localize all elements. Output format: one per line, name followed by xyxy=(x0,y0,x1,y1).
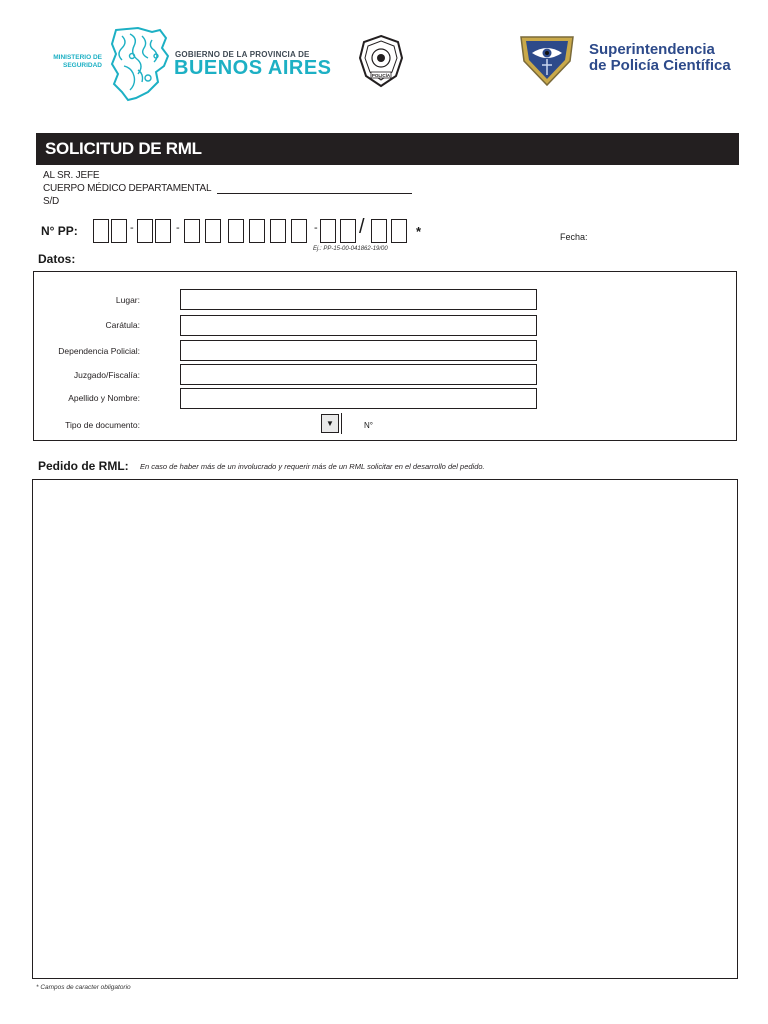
fecha-label: Fecha: xyxy=(560,232,588,242)
npp-char-box[interactable] xyxy=(340,219,356,243)
ministerio-logo-text xyxy=(38,54,102,70)
addressee-line3: S/D xyxy=(43,196,60,207)
npp-char-box[interactable] xyxy=(155,219,171,243)
superintendencia-line2: de Policía Científica xyxy=(589,57,731,74)
pedido-note: En caso de haber más de un involucrado y requerir más de un RML solicitar en el desarrollo del pedido. xyxy=(140,462,485,471)
juzgado-input[interactable] xyxy=(180,364,537,385)
ministerio-line2: SEGURIDAD xyxy=(62,62,102,69)
npp-separator: - xyxy=(130,222,134,234)
npp-char-box[interactable] xyxy=(184,219,200,243)
npp-required-mark: * xyxy=(416,224,422,239)
npp-label: N° PP: xyxy=(41,224,78,238)
dependencia-label: Dependencia Policial: xyxy=(58,346,140,356)
npp-separator: - xyxy=(314,222,318,234)
cuerpo-medico-underline-field[interactable] xyxy=(217,193,412,194)
juzgado-label: Juzgado/Fiscalía: xyxy=(73,370,140,380)
lugar-input[interactable] xyxy=(180,289,537,310)
npp-char-box[interactable] xyxy=(320,219,336,243)
pedido-label: Pedido de RML: xyxy=(38,459,129,473)
police-badge-text: POLICÍA xyxy=(371,73,391,78)
required-fields-footnote: * Campos de caracter obligatorio xyxy=(36,984,131,991)
dependencia-input[interactable] xyxy=(180,340,537,361)
form-title: SOLICITUD DE RML xyxy=(45,139,202,158)
npp-char-box[interactable] xyxy=(93,219,109,243)
ministerio-line1: MINISTERIO DE xyxy=(53,54,102,61)
caratula-label: Carátula: xyxy=(105,320,140,330)
npp-example-hint: Ej.: PP-15-00-041862-19/00 xyxy=(313,246,388,252)
superintendencia-title xyxy=(589,42,731,74)
chevron-down-icon: ▼ xyxy=(326,419,334,428)
addressee-line2: CUERPO MÉDICO DEPARTAMENTAL xyxy=(43,183,212,194)
gobierno-small-text: GOBIERNO DE LA PROVINCIA DE xyxy=(175,50,310,59)
addressee-line1: AL SR. JEFE xyxy=(43,170,100,181)
npp-separator: - xyxy=(176,222,180,234)
npp-char-box[interactable] xyxy=(391,219,407,243)
npp-char-box[interactable] xyxy=(137,219,153,243)
police-badge-icon xyxy=(358,34,404,88)
caratula-input[interactable] xyxy=(180,315,537,336)
npp-slash: / xyxy=(359,216,365,238)
npp-char-box[interactable] xyxy=(111,219,127,243)
lugar-label: Lugar: xyxy=(115,295,140,305)
npp-char-box[interactable] xyxy=(205,219,221,243)
apellido-input[interactable] xyxy=(180,388,537,409)
buenos-aires-logo-text: BUENOS AIRES xyxy=(174,57,332,79)
apellido-label: Apellido y Nombre: xyxy=(68,393,140,403)
tipo-documento-dropdown[interactable] xyxy=(321,414,339,433)
npp-char-box[interactable] xyxy=(228,219,244,243)
npp-char-box[interactable] xyxy=(249,219,265,243)
documento-number-field[interactable] xyxy=(341,413,342,434)
numero-label: N° xyxy=(364,421,373,430)
buenos-aires-map-logo-icon xyxy=(108,26,170,102)
tipo-documento-label: Tipo de documento: xyxy=(65,420,140,430)
pedido-textarea[interactable] xyxy=(32,479,738,979)
superintendencia-line1: Superintendencia xyxy=(589,41,715,58)
npp-char-box[interactable] xyxy=(291,219,307,243)
npp-char-box[interactable] xyxy=(371,219,387,243)
policia-cientifica-shield-icon xyxy=(518,33,576,87)
npp-char-box[interactable] xyxy=(270,219,286,243)
form-title-bar xyxy=(36,133,739,165)
datos-section-label: Datos: xyxy=(38,252,76,266)
